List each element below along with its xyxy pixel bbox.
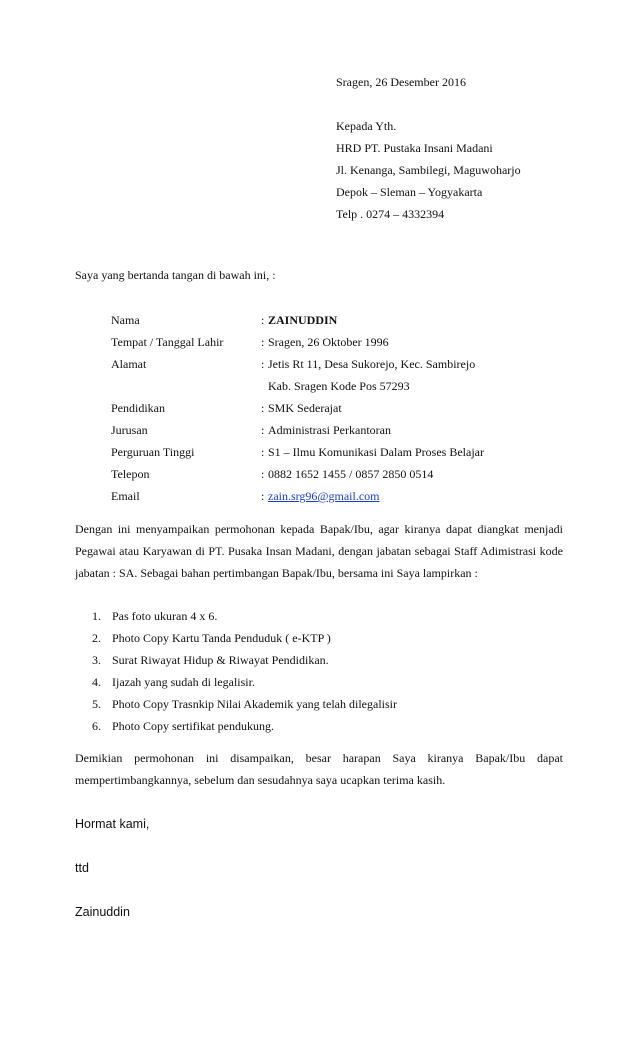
signer-name: Zainuddin bbox=[75, 905, 130, 919]
field-value-perguruan-tinggi: S1 – Ilmu Komunikasi Dalam Proses Belajar bbox=[268, 445, 484, 459]
field-value-ttl: Sragen, 26 Oktober 1996 bbox=[268, 335, 389, 349]
list-number: 6. bbox=[92, 719, 101, 733]
field-separator: : bbox=[261, 423, 265, 437]
list-text: Surat Riwayat Hidup & Riwayat Pendidikan. bbox=[112, 653, 329, 667]
recipient-line: HRD PT. Pustaka Insani Madani bbox=[336, 141, 493, 155]
list-text: Photo Copy sertifikat pendukung. bbox=[112, 719, 274, 733]
field-value-pendidikan: SMK Sederajat bbox=[268, 401, 342, 415]
signature: ttd bbox=[75, 861, 89, 875]
field-value-telepon: 0882 1652 1455 / 0857 2850 0514 bbox=[268, 467, 434, 481]
field-value-email-wrap bbox=[268, 489, 379, 503]
field-label-perguruan-tinggi: Perguruan Tinggi bbox=[111, 445, 195, 459]
list-text: Ijazah yang sudah di legalisir. bbox=[112, 675, 255, 689]
field-separator: : bbox=[261, 445, 265, 459]
field-label-jurusan: Jurusan bbox=[111, 423, 148, 437]
field-value-alamat: Jetis Rt 11, Desa Sukorejo, Kec. Sambirejo bbox=[268, 357, 476, 371]
field-value-nama: ZAINUDDIN bbox=[268, 313, 338, 327]
field-separator: : bbox=[261, 467, 265, 481]
list-item bbox=[92, 609, 217, 623]
intro-text: Saya yang bertanda tangan di bawah ini, : bbox=[75, 268, 276, 282]
recipient-line: Depok – Sleman – Yogyakarta bbox=[336, 185, 483, 199]
field-separator: : bbox=[261, 335, 265, 349]
email-link[interactable]: zain.srg96@gmail.com bbox=[268, 489, 380, 503]
list-number: 5. bbox=[92, 697, 101, 711]
field-label-pendidikan: Pendidikan bbox=[111, 401, 165, 415]
list-number: 1. bbox=[92, 609, 101, 623]
list-number: 2. bbox=[92, 631, 101, 645]
field-value-alamat-2: Kab. Sragen Kode Pos 57293 bbox=[268, 379, 410, 393]
recipient-line: Jl. Kenanga, Sambilegi, Maguwoharjo bbox=[336, 163, 521, 177]
field-separator: : bbox=[261, 357, 265, 371]
field-label-telepon: Telepon bbox=[111, 467, 150, 481]
list-text: Photo Copy Trasnkip Nilai Akademik yang telah dilegalisir bbox=[112, 697, 397, 711]
list-number: 3. bbox=[92, 653, 101, 667]
field-label-email: Email bbox=[111, 489, 140, 503]
field-label-ttl: Tempat / Tanggal Lahir bbox=[111, 335, 224, 349]
field-separator: : bbox=[261, 489, 265, 503]
field-label-nama: Nama bbox=[111, 313, 140, 327]
list-item bbox=[92, 631, 331, 645]
list-item bbox=[92, 675, 255, 689]
list-text: Pas foto ukuran 4 x 6. bbox=[112, 609, 218, 623]
recipient-line: Telp . 0274 – 4332394 bbox=[336, 207, 445, 221]
list-number: 4. bbox=[92, 675, 101, 689]
field-value-jurusan: Administrasi Perkantoran bbox=[268, 423, 391, 437]
body-paragraph: Dengan ini menyampaikan permohonan kepada Bapak/Ibu, agar kiranya dapat diangkat menjadi Pegawai atau Karyawan di PT. Pusaka Insan Madani, dengan jabatan sebagai Staff Adimistrasi kode jabatan : SA. Sebagai bahan pertimbangan Bapak/Ibu, bersama ini Saya lampirkan : bbox=[75, 522, 563, 580]
closing-paragraph: Demikian permohonan ini disampaikan, besar harapan Saya kiranya Bapak/Ibu dapat mempertimbangkannya, sebelum dan sesudahnya saya ucapkan terima kasih. bbox=[75, 751, 563, 787]
field-separator: : bbox=[261, 313, 265, 327]
field-separator: : bbox=[261, 401, 265, 415]
date-line: Sragen, 26 Desember 2016 bbox=[336, 75, 466, 89]
list-text: Photo Copy Kartu Tanda Penduduk ( e-KTP ) bbox=[112, 631, 331, 645]
signoff: Hormat kami, bbox=[75, 817, 150, 831]
field-label-alamat: Alamat bbox=[111, 357, 147, 371]
recipient-salutation: Kepada Yth. bbox=[336, 119, 397, 133]
list-item bbox=[92, 653, 329, 667]
list-item bbox=[92, 719, 274, 733]
list-item bbox=[92, 697, 397, 711]
